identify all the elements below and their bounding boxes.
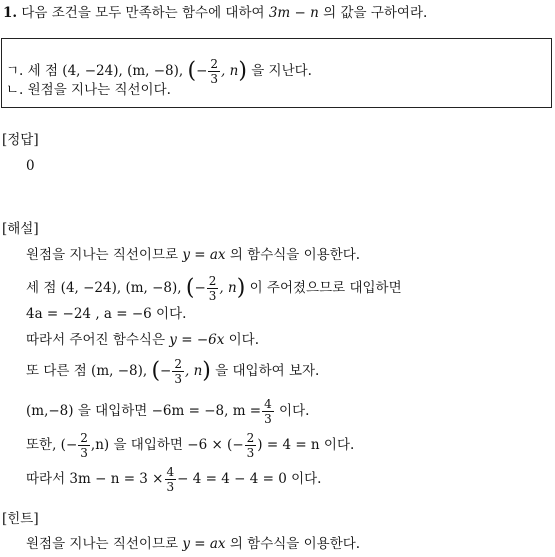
question-text-after: 의 값을 구하여라. xyxy=(323,5,428,21)
solution-line-6-text-b: 이다. xyxy=(279,403,310,419)
solution-line-5 xyxy=(26,358,319,385)
paren-close: ) xyxy=(238,58,247,84)
question-text-before: 다음 조건을 모두 만족하는 함수에 대하여 xyxy=(21,5,265,21)
fraction-denominator: 3 xyxy=(174,372,182,386)
fraction-denominator: 3 xyxy=(80,446,88,460)
paren-open: ( xyxy=(151,358,161,384)
condition-a-fraction xyxy=(208,58,220,85)
fraction-numerator: 2 xyxy=(246,431,255,445)
answer-value: 0 xyxy=(26,158,35,174)
condition-a-point3-post: , n xyxy=(221,63,239,79)
solution-line-6 xyxy=(26,398,309,425)
solution-line-7-math-3: −6 × (− xyxy=(187,437,244,453)
solution-line-4-text-a: 따라서 주어진 함수식은 xyxy=(26,332,165,348)
solution-line-8-text-a: 따라서 xyxy=(26,471,66,487)
solution-line-4-math: y = −6x xyxy=(169,332,225,348)
solution-line-1 xyxy=(26,245,360,265)
answer-label: [정답] xyxy=(2,132,39,148)
solution-line-6-fraction xyxy=(262,398,274,425)
fraction-numerator: 2 xyxy=(210,57,219,71)
paren-close: ) xyxy=(236,275,246,301)
minus-sign: − xyxy=(160,363,172,379)
solution-line-2-text-b: 이 주어졌으므로 대입하면 xyxy=(249,280,402,296)
fraction-denominator: 3 xyxy=(264,412,272,426)
solution-line-2 xyxy=(26,275,402,302)
solution-line-8 xyxy=(26,466,321,493)
solution-line-5-text-a: 또 다른 점 xyxy=(26,363,87,379)
hint-text xyxy=(26,534,360,554)
solution-line-8-math-2: − 4 = 4 − 4 = 0 xyxy=(177,471,287,487)
hint-math: y = ax xyxy=(182,536,226,552)
condition-a-point3-pre: − xyxy=(196,63,208,79)
hint-text-a: 원점을 지나는 직선이므로 xyxy=(26,536,179,552)
condition-b xyxy=(6,80,171,100)
paren-open: ( xyxy=(185,275,195,301)
solution-line-7 xyxy=(26,432,354,459)
fraction-numerator: 2 xyxy=(80,431,88,445)
solution-label: [해설] xyxy=(2,221,39,237)
solution-line-1-text-b: 의 함수식을 이용한다. xyxy=(229,247,361,263)
solution-line-7-text-c: 이다. xyxy=(323,437,355,453)
solution-line-8-math-1: 3m − n = 3 × xyxy=(69,471,164,487)
fraction-denominator: 3 xyxy=(166,480,175,494)
solution-line-4-text-b: 이다. xyxy=(228,332,260,348)
paren-close: ) xyxy=(202,358,211,384)
point-n: , n xyxy=(185,363,203,379)
hint-text-b: 의 함수식을 이용한다. xyxy=(229,536,361,552)
solution-line-5-text-b: 을 대입하여 보자. xyxy=(215,363,320,379)
solution-line-7-math-1: (− xyxy=(60,437,78,453)
question xyxy=(3,3,427,23)
condition-a-prefix: ㄱ. 세 점 xyxy=(6,63,58,79)
solution-line-6-text-a: (m,−8) 을 대입하면 xyxy=(26,403,148,419)
condition-b-text: ㄴ. 원점을 지나는 직선이다. xyxy=(6,82,171,98)
solution-line-7-text-a: 또한, xyxy=(26,437,57,453)
hint-label: [힌트] xyxy=(2,511,39,527)
solution-line-1-math: y = ax xyxy=(182,247,226,263)
fraction-numerator: 4 xyxy=(264,397,272,411)
question-expr: 3m − n xyxy=(268,5,319,21)
solution-line-2-points: (4, −24), (m, −8), xyxy=(60,280,182,296)
solution-line-4 xyxy=(26,330,259,350)
fraction-denominator: 3 xyxy=(246,446,255,460)
solution-line-8-fraction xyxy=(165,466,177,493)
solution-line-7-fraction-2 xyxy=(245,432,257,459)
solution-line-7-text-b: 을 대입하면 xyxy=(113,437,183,453)
solution-line-5-fraction xyxy=(172,358,184,385)
solution-line-8-text-b: 이다. xyxy=(291,471,322,487)
fraction-denominator: 3 xyxy=(210,72,219,86)
solution-line-5-points: (m, −8), xyxy=(91,363,148,379)
fraction-numerator: 2 xyxy=(174,357,182,371)
solution-line-2-fraction xyxy=(207,275,219,302)
paren-open: ( xyxy=(187,58,197,84)
fraction-numerator: 4 xyxy=(166,465,175,479)
fraction-numerator: 2 xyxy=(208,274,217,288)
solution-line-6-math: −6m = −8, m = xyxy=(151,403,262,419)
solution-line-7-math-2: ,n) xyxy=(90,437,110,453)
fraction-denominator: 3 xyxy=(208,289,217,303)
solution-line-2-text-a: 세 점 xyxy=(26,280,57,296)
question-number: 1. xyxy=(3,5,18,21)
solution-line-7-math-4: ) = 4 = n xyxy=(257,437,320,453)
condition-a-points: (4, −24), (m, −8), xyxy=(62,63,184,79)
point-n: , n xyxy=(219,280,237,296)
condition-a-suffix: 을 지난다. xyxy=(251,63,312,79)
solution-line-1-text-a: 원점을 지나는 직선이므로 xyxy=(26,247,179,263)
minus-sign: − xyxy=(194,280,206,296)
solution-line-3: 4a = −24 , a = −6 이다. xyxy=(26,306,187,322)
solution-line-7-fraction xyxy=(78,432,90,459)
